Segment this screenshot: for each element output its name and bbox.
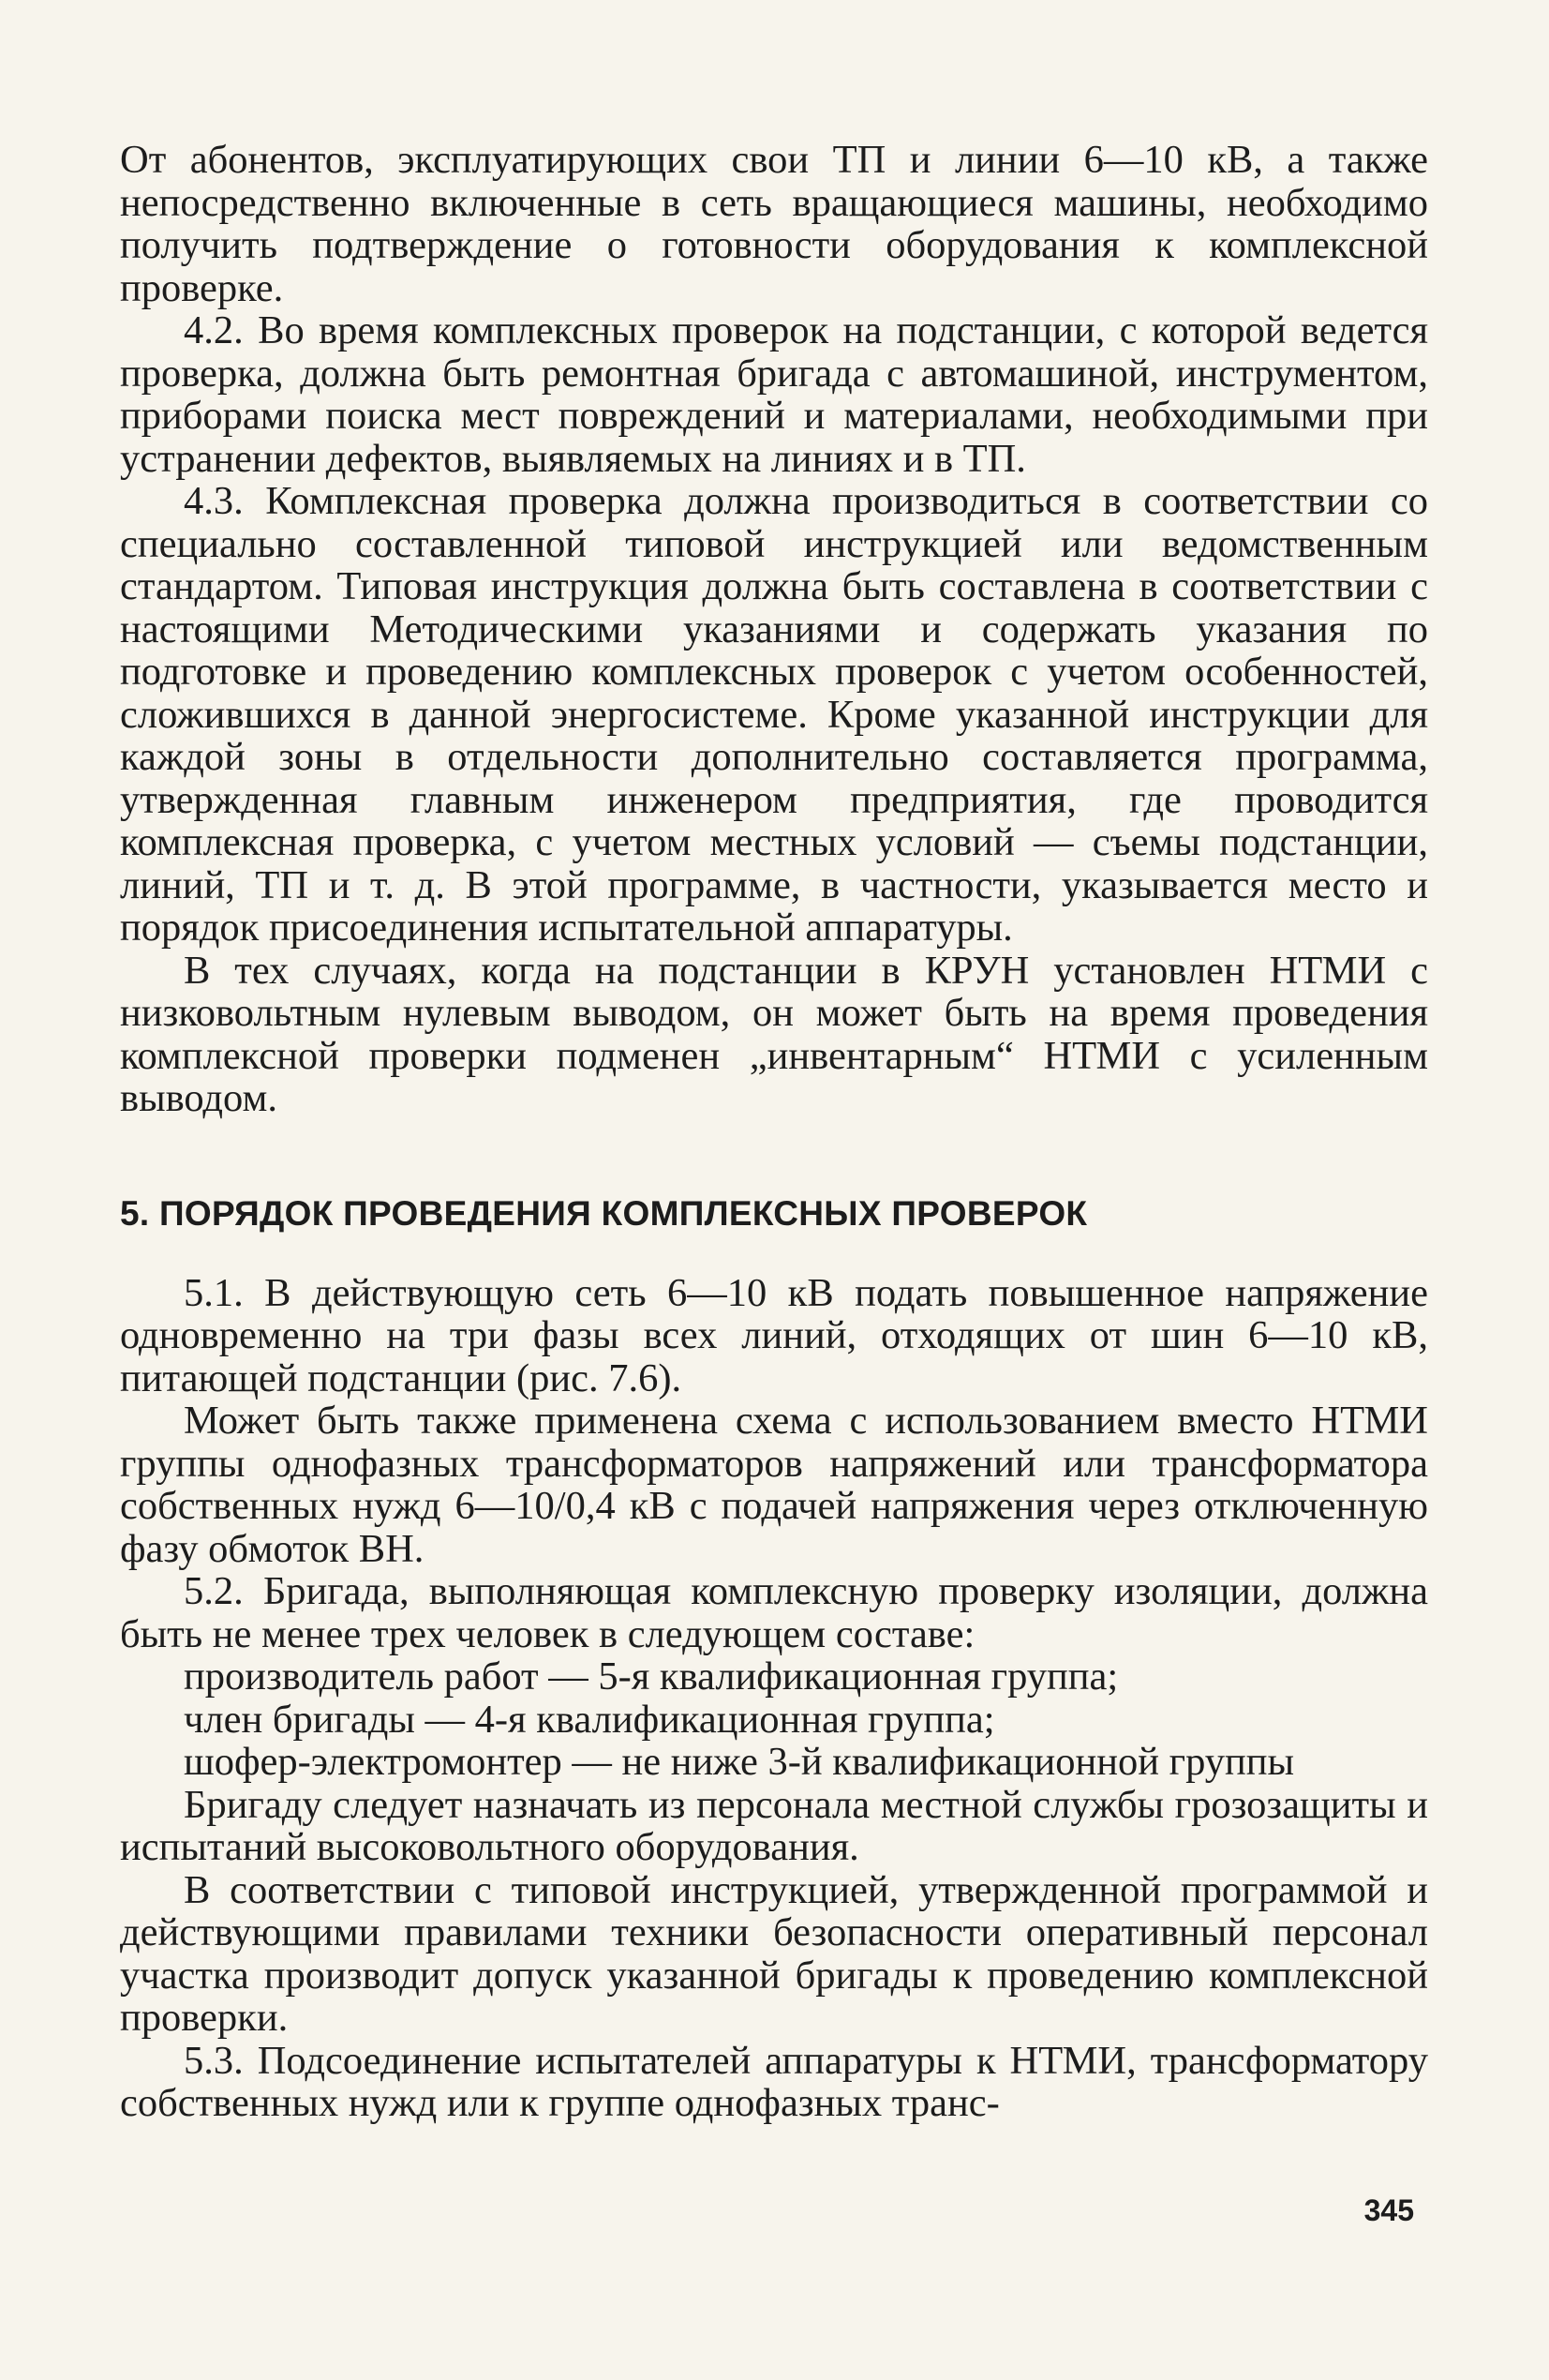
paragraph-subscribers-confirmation: От абонентов, эксплуатирующих свои ТП и линии 6—10 кВ, а также непосредственно включенные в сеть вращающиеся машины, необходимо получить подтверждение о готовности оборудования к комплексной проверке. — [120, 138, 1428, 310]
paragraph-5-2-team: 5.2. Бригада, выполняющая комплексную проверку изоляции, должна быть не менее трех человек в следующем составе: — [120, 1569, 1428, 1656]
document-page — [120, 139, 1428, 2285]
paragraph-ntmi-replacement: В тех случаях, когда на подстанции в КРУН установлен НТМИ с низковольтным нулевым выводом, он может быть на время проведения комплексной проверки подменен „инвентарным“ НТМИ с усиленным выводом. — [120, 948, 1428, 1120]
list-item-driver-electrician: шофер-электромонтер — не ниже 3-й квалификационной группы — [184, 1740, 1295, 1784]
paragraph-team-assignment: Бригаду следует назначать из персонала местной службы грозозащиты и испытаний высоковольтного оборудования. — [120, 1782, 1428, 1869]
paragraph-alternative-scheme: Может быть также применена схема с использованием вместо НТМИ группы однофазных трансформаторов напряжений или трансформатора собственных нужд 6—10/0,4 кВ с подачей напряжения через отключенную фазу обмоток ВН. — [120, 1399, 1428, 1571]
paragraph-5-1-voltage: 5.1. В действующую сеть 6—10 кВ подать повышенное напряжение одновременно на три фазы всех линий, отходящих от шин 6—10 кВ, питающей подстанции (рис. 7.6). — [120, 1270, 1428, 1400]
paragraph-5-3-connection: 5.3. Подсоединение испытателей аппаратуры к НТМИ, трансформатору собственных нужд или к группе однофазных транс- — [120, 2038, 1428, 2125]
list-item-team-member: член бригады — 4-я квалификационная группа; — [184, 1697, 995, 1742]
paragraph-4-2-repair-team: 4.2. Во время комплексных проверок на подстанции, с которой ведется проверка, должна быть ремонтная бригада с автомашиной, инструментом, приборами поиска мест повреждений и материалами, необходимыми при устранении дефектов, выявляемых на линиях и в ТП. — [120, 308, 1428, 481]
paragraph-4-3-instruction: 4.3. Комплексная проверка должна производиться в соответствии со специально составленной типовой инструкцией или ведомственным стандартом. Типовая инструкция должна быть составлена в соответствии с настоящими Методическими указаниями и содержать указания по подготовке и проведению комплексных проверок с учетом особенностей, сложившихся в данной энергосистеме. Кроме указанной инструкции для каждой зоны в отдельности дополнительно составляется программа, утвержденная главным инженером предприятия, где проводится комплексная проверка, с учетом местных условий — съемы подстанции, линий, ТП и т. д. В этой программе, в частности, указывается место и порядок присоединения испытательной аппаратуры. — [120, 479, 1428, 950]
paragraph-admission: В соответствии с типовой инструкцией, утвержденной программой и действующими правилами техники безопасности оперативный персонал участка производит допуск указанной бригады к проведению комплексной проверки. — [120, 1867, 1428, 2040]
page-number: 345 — [1363, 2193, 1414, 2227]
list-item-work-manager: производитель работ — 5-я квалификационная группа; — [184, 1654, 1119, 1699]
section-heading-5: 5. ПОРЯДОК ПРОВЕДЕНИЯ КОМПЛЕКСНЫХ ПРОВЕРОК — [120, 1193, 1088, 1233]
